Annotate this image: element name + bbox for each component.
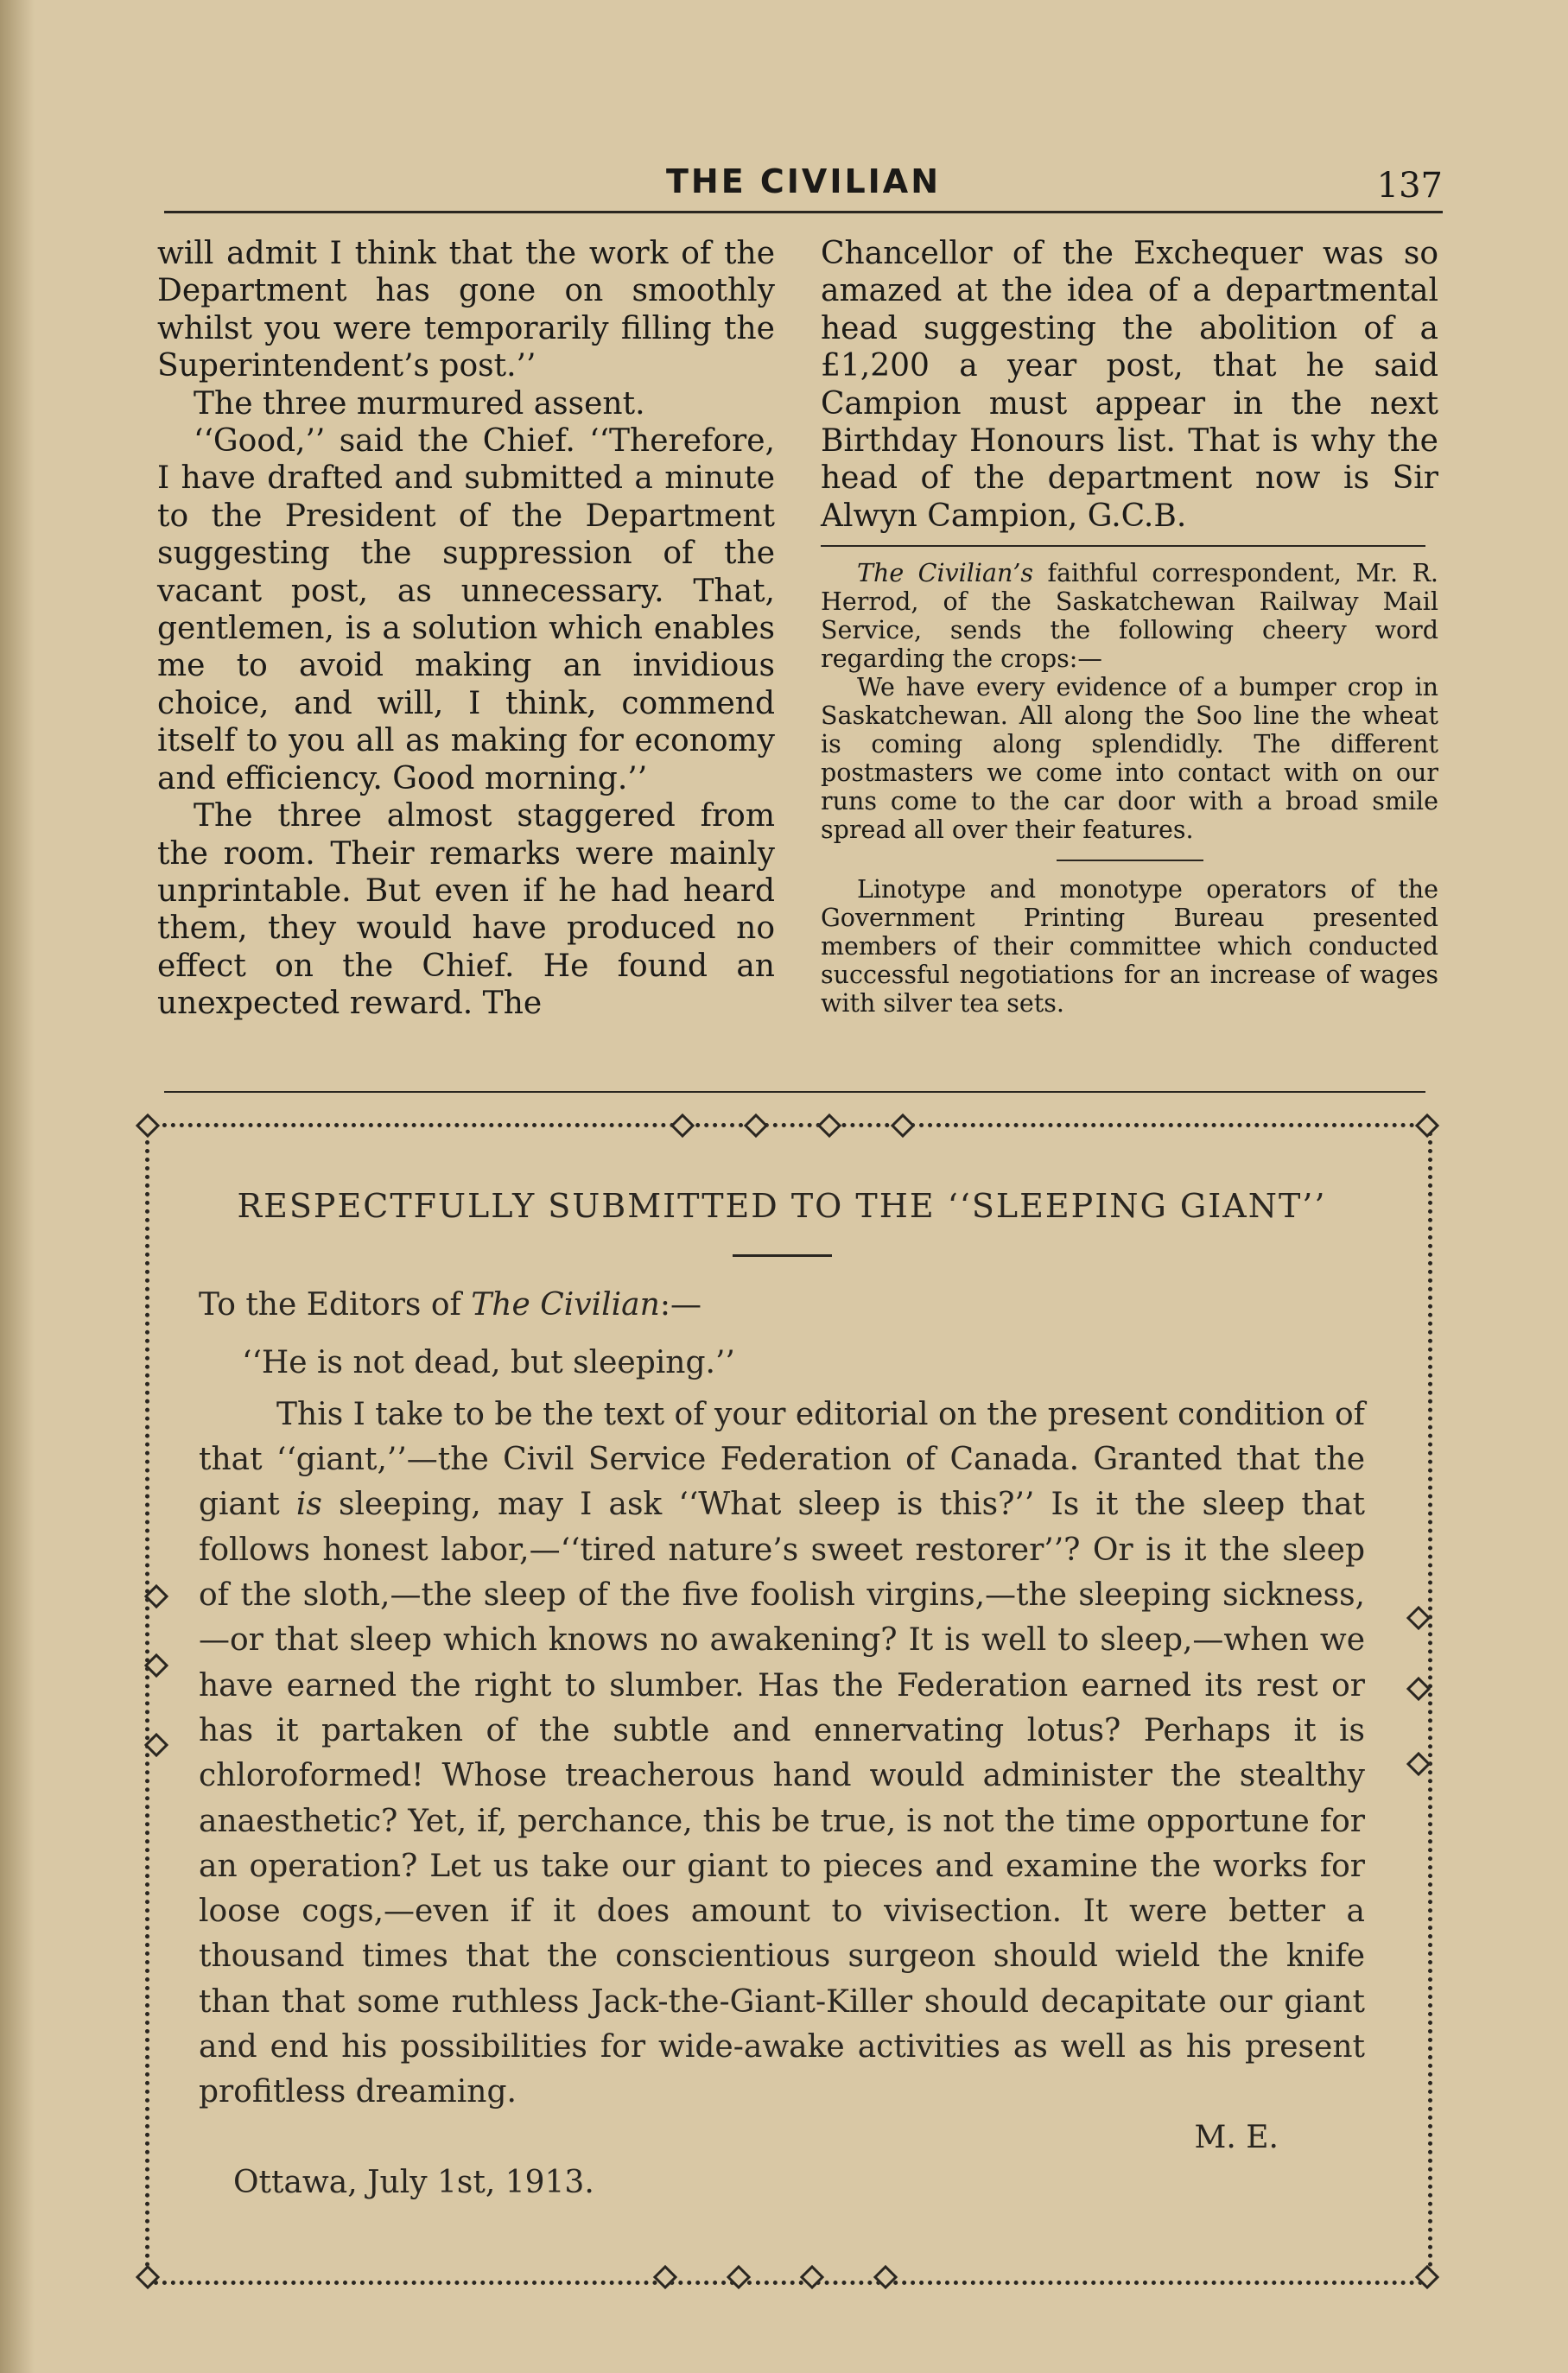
letter-heading: RESPECTFULLY SUBMITTED TO THE ‘‘SLEEPING GIANT’’ [237,1187,1327,1225]
paragraph: Chancellor of the Exchequer was so amazed at the idea of a departmental head suggesting the abolition of a £1,200 a year post, that he said Campion must appear in the next Birthday Honours list. That is why the head of the department now is Sir Alwyn Campion, G.C.B. [821,236,1438,534]
publication-name: The Civilian [471,1287,660,1323]
body-text: sleeping, may I ask ‘‘What sleep is this?’’ Is it the sleep that follows honest labor,—‘‘tired nature’s sweet restorer’’? Or is it the sleep of the sloth,—the sleep of the five foolish virgins,—the sleeping sickness,—or that sleep which knows no awakening? It is well to sleep,—when we have earned the right to slumber. Has the Federation earned its rest or has it partaken of the subtle and ennervating lotus? Perhaps it is chloroformed! Whose treacherous hand would administer the stealthy anaesthetic? Yet, if, perchance, this be true, is not the time opportune for an operation? Let us take our giant to pieces and examine the works for loose cogs,—even if it does amount to vivisection. It were better a thousand times that the conscientious surgeon should wield the knife than that some ruthless Jack-the-Giant-Killer should decapitate our giant and end his possibilities for wide-awake activities as well as his present profitless dreaming. [199,1487,1365,2110]
emphasis: is [295,1487,322,1523]
left-column [157,235,775,1023]
short-divider [1057,860,1203,861]
paragraph: ‘‘Good,’’ said the Chief. ‘‘Therefore, I have drafted and submitted a minute to the President of the Department suggesting the suppression of the vacant post, as unnecessary. That, gentlemen, is a solution which enables me to avoid making an invidious choice, and will, I think, commend itself to you all as making for economy and efficiency. Good morning.’’ [157,423,775,796]
news-note: Linotype and monotype operators of the Government Printing Bureau presented members of their committee which conducted successful negotiations for an increase of wages with silver tea sets. [821,875,1438,1018]
note-text: faithful correspondent, Mr. R. Herrod, of the Saskatchewan Railway Mail Service, sends the following cheery word regarding the crops:— [821,559,1438,674]
page-binding-shadow [0,0,35,2373]
epigraph-quote: ‘‘He is not dead, but sleeping.’’ [242,1344,735,1380]
right-column [821,235,1438,1018]
header-rule [164,211,1443,213]
publication-name: The Civilian’s [857,559,1034,588]
paragraph: The three almost staggered from the room. Their remarks were mainly unprintable. But even if he had heard them, they would have produced no effect on the Chief. He found an unexpected reward. The [157,798,775,1022]
news-note [821,559,1438,673]
body-text: This I take to be the text of your editorial on the present condition of that ‘‘giant,’’—the Civil Service Federation of Canada. Granted that the giant [199,1396,1365,1523]
column-divider [821,545,1425,547]
publication-title: THE CIVILIAN [665,162,942,200]
letter-body [199,1393,1365,2116]
page-number: 137 [1376,166,1443,206]
salutation [199,1283,1365,1328]
page-header [164,155,1443,207]
section-rule [164,1091,1425,1093]
paragraph: will admit I think that the work of the Department has gone on smoothly whilst you were temporarily filling the Superintendent’s post.’’ [157,236,775,384]
salutation-punct: :— [659,1287,701,1323]
signature: M. E. [1194,2119,1279,2155]
heading-rule [733,1254,832,1257]
quoted-note: We have every evidence of a bumper crop in Saskatchewan. All along the Soo line the wheat is coming along splendidly. The different postmasters we come into contact with on our runs come to the car door with a broad smile spread all over their features. [821,673,1438,845]
letter-to-editors [199,1183,1365,2205]
salutation-text: To the Editors of [199,1287,472,1323]
paragraph: The three murmured assent. [194,385,645,422]
place-date: Ottawa, July 1st, 1913. [233,2164,594,2200]
